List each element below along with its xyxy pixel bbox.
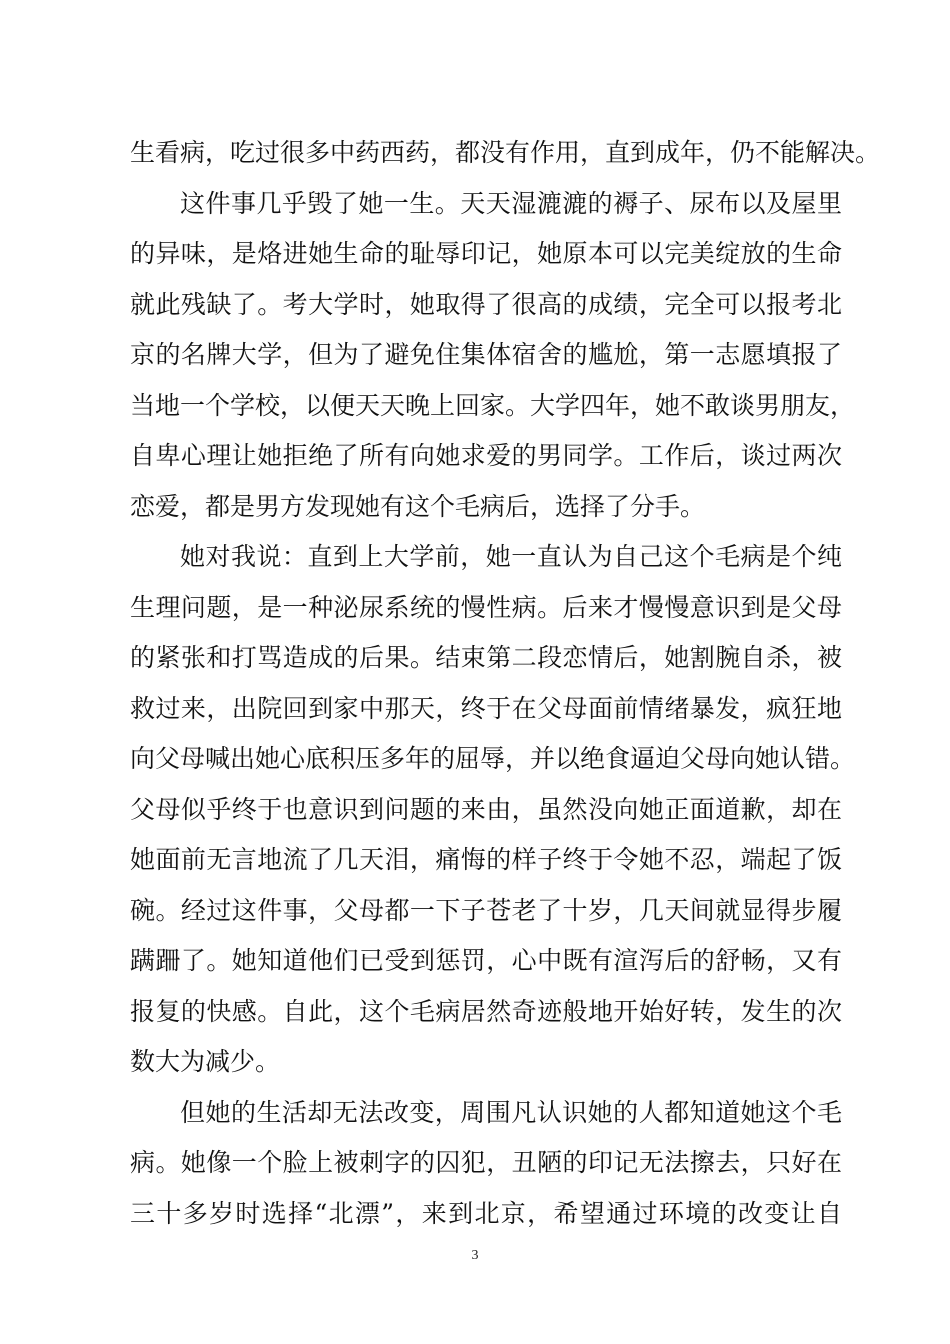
paragraph-end-line: 恋爱，都是男方发现她有这个毛病后，选择了分手。 [130,491,706,521]
paragraph-start-line: 她对我说：直到上大学前，她一直认为自己这个毛病是个纯 [180,542,842,571]
paragraph-start-line: 这件事几乎毁了她一生。天天湿漉漉的褥子、尿布以及屋里 [180,188,842,218]
text-line: 生看病，吃过很多中药西药，都没有作用，直到成年，仍不能解决。 [130,138,881,167]
text-line: 向父母喊出她心底积压多年的屈辱，并以绝食逼迫父母向她认错。 [130,744,856,773]
text-line: 碗。经过这件事，父母都一下子苍老了十岁，几天间就显得步履 [130,895,842,925]
text-line: 京的名牌大学，但为了避免住集体宿舍的尴尬，第一志愿填报了 [130,340,842,369]
text-line: 当地一个学校，以便天天晚上回家。大学四年，她不敢谈男朋友， [130,390,856,420]
paragraph-end-line: 数大为减少。 [130,1047,281,1076]
body-text [130,128,881,1239]
text-line: 自卑心理让她拒绝了所有向她求爱的男同学。工作后，谈过两次 [130,441,842,470]
text-line: 救过来，出院回到家中那天，终于在父母面前情绪暴发，疯狂地 [130,693,842,723]
page-number: 3 [471,1248,479,1263]
text-line: 报复的快感。自此，这个毛病居然奇迹般地开始好转，发生的次 [130,996,842,1026]
text-line: 生理问题，是一种泌尿系统的慢性病。后来才慢慢意识到是父母 [130,592,842,622]
text-line: 她面前无言地流了几天泪，痛悔的样子终于令她不忍，端起了饭 [130,845,842,874]
text-line: 病。她像一个脸上被刺字的囚犯，丑陋的印记无法擦去，只好在 [130,1148,842,1177]
text-line: 三十多岁时选择“北漂”，来到北京，希望通过环境的改变让自 [130,1198,842,1228]
text-line: 的紧张和打骂造成的后果。结束第二段恋情后，她割腕自杀，被 [130,643,842,672]
text-line: 就此残缺了。考大学时，她取得了很高的成绩，完全可以报考北 [130,289,842,319]
text-line: 蹒跚了。她知道他们已受到惩罚，心中既有渲泻后的舒畅，又有 [130,946,842,975]
text-line: 父母似乎终于也意识到问题的来由，虽然没向她正面道歉，却在 [130,794,842,824]
text-line: 的异味，是烙进她生命的耻辱印记，她原本可以完美绽放的生命 [130,239,842,268]
paragraph-start-line: 但她的生活却无法改变，周围凡认识她的人都知道她这个毛 [180,1097,842,1127]
